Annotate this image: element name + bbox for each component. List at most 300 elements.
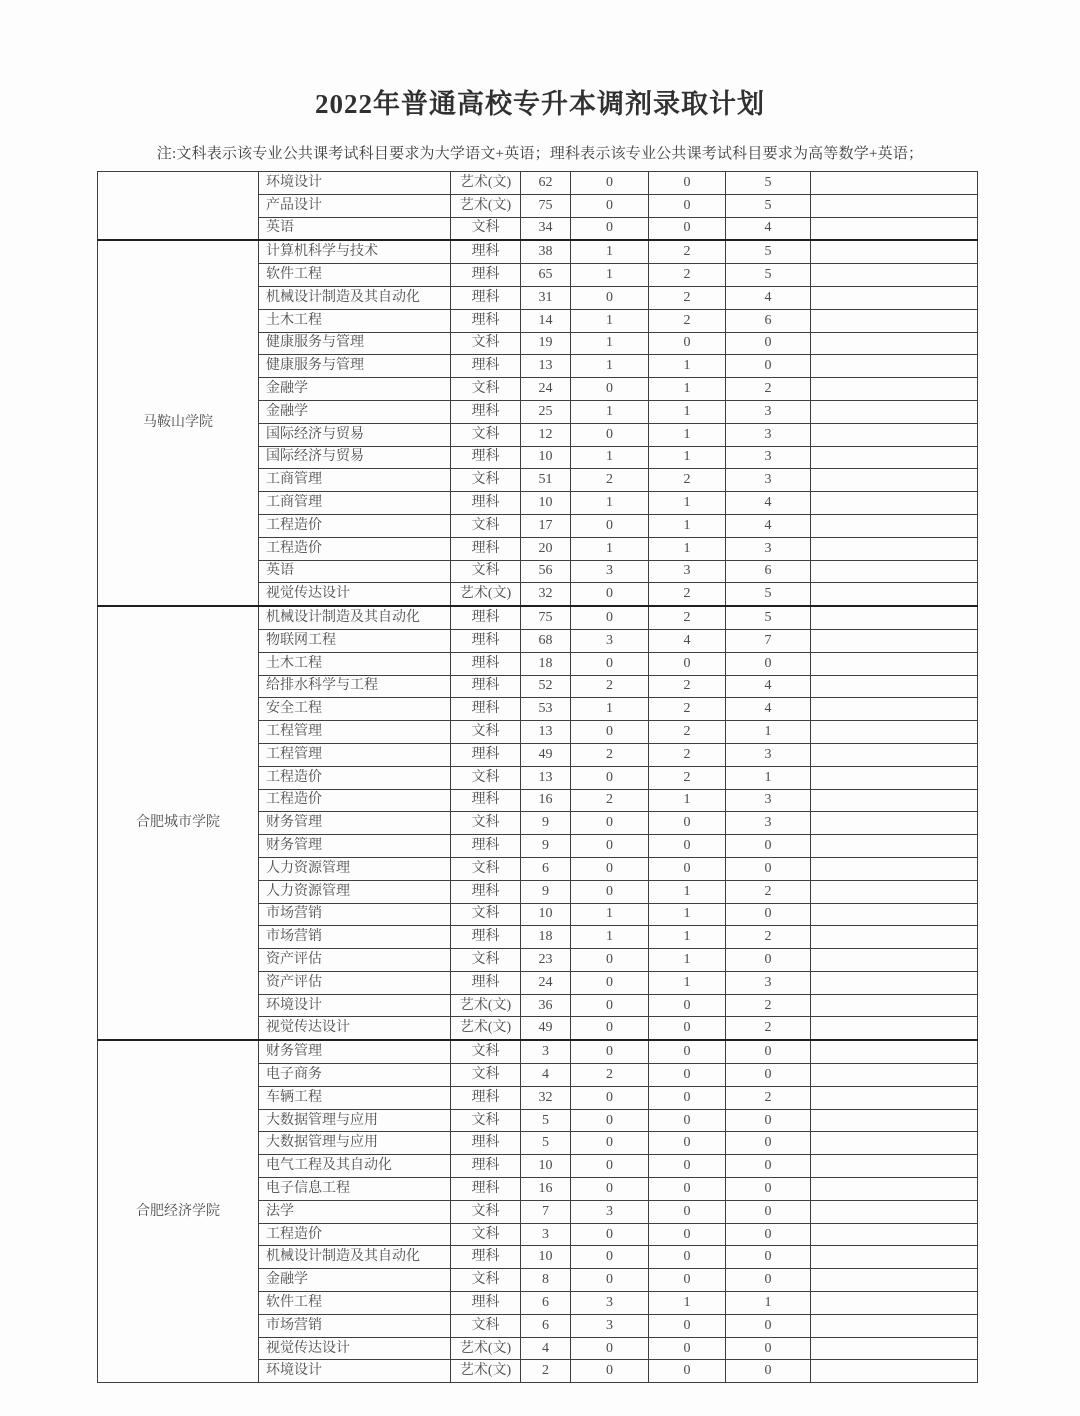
- remark-cell: [811, 1132, 978, 1155]
- subject-cell: 理科: [451, 1246, 521, 1269]
- value-cell: 9: [521, 880, 571, 903]
- value-cell: 0: [726, 1269, 811, 1292]
- value-cell: 3: [726, 537, 811, 560]
- major-cell: 电子商务: [259, 1064, 451, 1087]
- major-cell: 产品设计: [259, 194, 451, 217]
- value-cell: 5: [726, 240, 811, 263]
- value-cell: 0: [571, 514, 649, 537]
- value-cell: 24: [521, 378, 571, 401]
- subject-cell: 文科: [451, 217, 521, 240]
- value-cell: 2: [571, 675, 649, 698]
- value-cell: 0: [649, 1155, 726, 1178]
- major-cell: 视觉传达设计: [259, 1337, 451, 1360]
- value-cell: 32: [521, 1086, 571, 1109]
- value-cell: 2: [649, 309, 726, 332]
- subject-cell: 文科: [451, 857, 521, 880]
- value-cell: 4: [521, 1064, 571, 1087]
- value-cell: 25: [521, 400, 571, 423]
- remark-cell: [811, 652, 978, 675]
- value-cell: 5: [726, 194, 811, 217]
- subject-cell: 文科: [451, 560, 521, 583]
- remark-cell: [811, 378, 978, 401]
- value-cell: 4: [726, 698, 811, 721]
- value-cell: 0: [649, 1109, 726, 1132]
- value-cell: 8: [521, 1269, 571, 1292]
- value-cell: 0: [649, 857, 726, 880]
- value-cell: 0: [571, 971, 649, 994]
- value-cell: 0: [726, 332, 811, 355]
- remark-cell: [811, 240, 978, 263]
- value-cell: 0: [571, 194, 649, 217]
- remark-cell: [811, 583, 978, 606]
- value-cell: 1: [649, 400, 726, 423]
- remark-cell: [811, 903, 978, 926]
- value-cell: 0: [726, 1132, 811, 1155]
- value-cell: 6: [726, 309, 811, 332]
- table-row: [98, 1040, 978, 1063]
- subject-cell: 文科: [451, 332, 521, 355]
- value-cell: 18: [521, 652, 571, 675]
- value-cell: 0: [726, 1246, 811, 1269]
- major-cell: 软件工程: [259, 264, 451, 287]
- value-cell: 2: [649, 743, 726, 766]
- value-cell: 0: [726, 1314, 811, 1337]
- subject-cell: 文科: [451, 378, 521, 401]
- major-cell: 安全工程: [259, 698, 451, 721]
- major-cell: 工程造价: [259, 789, 451, 812]
- value-cell: 0: [571, 1040, 649, 1063]
- value-cell: 1: [571, 903, 649, 926]
- value-cell: 0: [571, 812, 649, 835]
- value-cell: 49: [521, 1017, 571, 1040]
- major-cell: 国际经济与贸易: [259, 446, 451, 469]
- value-cell: 1: [649, 423, 726, 446]
- value-cell: 1: [571, 537, 649, 560]
- subject-cell: 艺术(文): [451, 172, 521, 195]
- major-cell: 视觉传达设计: [259, 583, 451, 606]
- value-cell: 5: [726, 264, 811, 287]
- value-cell: 0: [571, 1017, 649, 1040]
- school-cell: 合肥城市学院: [98, 606, 259, 1040]
- remark-cell: [811, 857, 978, 880]
- school-cell: 马鞍山学院: [98, 240, 259, 606]
- value-cell: 0: [649, 1269, 726, 1292]
- major-cell: 环境设计: [259, 172, 451, 195]
- value-cell: 2: [649, 766, 726, 789]
- value-cell: 3: [726, 971, 811, 994]
- value-cell: 1: [571, 926, 649, 949]
- major-cell: 车辆工程: [259, 1086, 451, 1109]
- value-cell: 6: [521, 1292, 571, 1315]
- value-cell: 18: [521, 926, 571, 949]
- remark-cell: [811, 423, 978, 446]
- major-cell: 视觉传达设计: [259, 1017, 451, 1040]
- value-cell: 0: [726, 903, 811, 926]
- value-cell: 3: [726, 423, 811, 446]
- major-cell: 财务管理: [259, 1040, 451, 1063]
- remark-cell: [811, 1109, 978, 1132]
- value-cell: 0: [649, 1360, 726, 1383]
- subject-cell: 理科: [451, 1086, 521, 1109]
- value-cell: 2: [649, 721, 726, 744]
- value-cell: 0: [649, 194, 726, 217]
- value-cell: 4: [649, 629, 726, 652]
- value-cell: 1: [649, 926, 726, 949]
- remark-cell: [811, 492, 978, 515]
- remark-cell: [811, 1178, 978, 1201]
- value-cell: 0: [649, 1132, 726, 1155]
- exam-subjects-note: 注:文科表示该专业公共课考试科目要求为大学语文+英语；理科表示该专业公共课考试科目要求为高等数学+英语；: [156, 146, 924, 162]
- value-cell: 0: [571, 994, 649, 1017]
- value-cell: 0: [571, 1132, 649, 1155]
- value-cell: 51: [521, 469, 571, 492]
- major-cell: 大数据管理与应用: [259, 1109, 451, 1132]
- value-cell: 2: [649, 286, 726, 309]
- remark-cell: [811, 1360, 978, 1383]
- value-cell: 1: [571, 446, 649, 469]
- major-cell: 工程管理: [259, 743, 451, 766]
- value-cell: 1: [571, 355, 649, 378]
- remark-cell: [811, 1314, 978, 1337]
- value-cell: 38: [521, 240, 571, 263]
- value-cell: 0: [571, 721, 649, 744]
- value-cell: 0: [649, 1314, 726, 1337]
- remark-cell: [811, 286, 978, 309]
- subject-cell: 理科: [451, 446, 521, 469]
- remark-cell: [811, 812, 978, 835]
- remark-cell: [811, 1200, 978, 1223]
- value-cell: 9: [521, 835, 571, 858]
- major-cell: 市场营销: [259, 926, 451, 949]
- value-cell: 0: [726, 1109, 811, 1132]
- value-cell: 1: [571, 400, 649, 423]
- value-cell: 1: [571, 309, 649, 332]
- value-cell: 0: [726, 949, 811, 972]
- remark-cell: [811, 971, 978, 994]
- value-cell: 2: [521, 1360, 571, 1383]
- value-cell: 0: [649, 1064, 726, 1087]
- value-cell: 32: [521, 583, 571, 606]
- value-cell: 1: [649, 880, 726, 903]
- value-cell: 0: [726, 857, 811, 880]
- major-cell: 环境设计: [259, 1360, 451, 1383]
- value-cell: 0: [571, 1155, 649, 1178]
- table-body: [98, 172, 978, 1383]
- value-cell: 3: [726, 789, 811, 812]
- value-cell: 36: [521, 994, 571, 1017]
- value-cell: 0: [649, 1246, 726, 1269]
- major-cell: 电气工程及其自动化: [259, 1155, 451, 1178]
- subject-cell: 理科: [451, 1155, 521, 1178]
- value-cell: 3: [521, 1223, 571, 1246]
- subject-cell: 理科: [451, 629, 521, 652]
- page-title: 2022年普通高校专升本调剂录取计划: [315, 89, 765, 119]
- remark-cell: [811, 1017, 978, 1040]
- subject-cell: 理科: [451, 652, 521, 675]
- remark-cell: [811, 469, 978, 492]
- value-cell: 1: [649, 355, 726, 378]
- value-cell: 31: [521, 286, 571, 309]
- subject-cell: 文科: [451, 721, 521, 744]
- value-cell: 0: [571, 1337, 649, 1360]
- table-row: [98, 606, 978, 629]
- value-cell: 0: [649, 812, 726, 835]
- value-cell: 1: [649, 971, 726, 994]
- value-cell: 65: [521, 264, 571, 287]
- value-cell: 16: [521, 1178, 571, 1201]
- subject-cell: 理科: [451, 926, 521, 949]
- value-cell: 0: [726, 652, 811, 675]
- remark-cell: [811, 926, 978, 949]
- value-cell: 0: [726, 1200, 811, 1223]
- value-cell: 3: [571, 1200, 649, 1223]
- remark-cell: [811, 309, 978, 332]
- value-cell: 0: [571, 835, 649, 858]
- value-cell: 7: [521, 1200, 571, 1223]
- remark-cell: [811, 1040, 978, 1063]
- major-cell: 财务管理: [259, 835, 451, 858]
- remark-cell: [811, 194, 978, 217]
- value-cell: 68: [521, 629, 571, 652]
- major-cell: 计算机科学与技术: [259, 240, 451, 263]
- value-cell: 0: [571, 766, 649, 789]
- subject-cell: 理科: [451, 309, 521, 332]
- major-cell: 金融学: [259, 378, 451, 401]
- value-cell: 0: [649, 217, 726, 240]
- remark-cell: [811, 1292, 978, 1315]
- value-cell: 0: [649, 1017, 726, 1040]
- value-cell: 1: [649, 514, 726, 537]
- value-cell: 19: [521, 332, 571, 355]
- major-cell: 机械设计制造及其自动化: [259, 606, 451, 629]
- value-cell: 0: [649, 172, 726, 195]
- value-cell: 2: [726, 1017, 811, 1040]
- major-cell: 人力资源管理: [259, 880, 451, 903]
- remark-cell: [811, 949, 978, 972]
- remark-cell: [811, 446, 978, 469]
- value-cell: 0: [571, 1109, 649, 1132]
- major-cell: 环境设计: [259, 994, 451, 1017]
- subject-cell: 理科: [451, 835, 521, 858]
- value-cell: 5: [521, 1132, 571, 1155]
- admission-plan-table: [97, 171, 978, 1383]
- remark-cell: [811, 1337, 978, 1360]
- subject-cell: 文科: [451, 1223, 521, 1246]
- major-cell: 工程造价: [259, 514, 451, 537]
- remark-cell: [811, 606, 978, 629]
- subject-cell: 文科: [451, 1314, 521, 1337]
- value-cell: 4: [726, 514, 811, 537]
- subject-cell: 理科: [451, 492, 521, 515]
- remark-cell: [811, 172, 978, 195]
- value-cell: 0: [649, 332, 726, 355]
- value-cell: 2: [726, 378, 811, 401]
- subject-cell: 文科: [451, 1040, 521, 1063]
- value-cell: 1: [571, 332, 649, 355]
- major-cell: 工商管理: [259, 492, 451, 515]
- major-cell: 法学: [259, 1200, 451, 1223]
- subject-cell: 文科: [451, 1109, 521, 1132]
- subject-cell: 理科: [451, 971, 521, 994]
- value-cell: 0: [571, 378, 649, 401]
- value-cell: 2: [571, 789, 649, 812]
- value-cell: 5: [521, 1109, 571, 1132]
- value-cell: 0: [726, 1064, 811, 1087]
- major-cell: 国际经济与贸易: [259, 423, 451, 446]
- value-cell: 0: [726, 1360, 811, 1383]
- major-cell: 健康服务与管理: [259, 355, 451, 378]
- subject-cell: 理科: [451, 400, 521, 423]
- value-cell: 0: [571, 949, 649, 972]
- value-cell: 3: [571, 1292, 649, 1315]
- major-cell: 资产评估: [259, 949, 451, 972]
- value-cell: 6: [521, 857, 571, 880]
- remark-cell: [811, 332, 978, 355]
- school-cell: [98, 172, 259, 241]
- subject-cell: 理科: [451, 240, 521, 263]
- value-cell: 2: [649, 675, 726, 698]
- value-cell: 1: [649, 492, 726, 515]
- value-cell: 2: [726, 926, 811, 949]
- value-cell: 2: [726, 1086, 811, 1109]
- value-cell: 56: [521, 560, 571, 583]
- subject-cell: 理科: [451, 264, 521, 287]
- value-cell: 0: [571, 172, 649, 195]
- value-cell: 3: [726, 446, 811, 469]
- subject-cell: 文科: [451, 423, 521, 446]
- subject-cell: 文科: [451, 1269, 521, 1292]
- value-cell: 13: [521, 721, 571, 744]
- major-cell: 市场营销: [259, 903, 451, 926]
- value-cell: 0: [571, 1360, 649, 1383]
- subject-cell: 理科: [451, 1292, 521, 1315]
- major-cell: 金融学: [259, 1269, 451, 1292]
- subject-cell: 理科: [451, 789, 521, 812]
- value-cell: 1: [726, 721, 811, 744]
- major-cell: 人力资源管理: [259, 857, 451, 880]
- value-cell: 1: [726, 1292, 811, 1315]
- value-cell: 3: [521, 1040, 571, 1063]
- major-cell: 机械设计制造及其自动化: [259, 286, 451, 309]
- remark-cell: [811, 217, 978, 240]
- value-cell: 0: [726, 1040, 811, 1063]
- value-cell: 0: [726, 1155, 811, 1178]
- subject-cell: 艺术(文): [451, 1337, 521, 1360]
- value-cell: 24: [521, 971, 571, 994]
- value-cell: 1: [649, 446, 726, 469]
- value-cell: 2: [649, 469, 726, 492]
- major-cell: 英语: [259, 217, 451, 240]
- value-cell: 0: [571, 857, 649, 880]
- remark-cell: [811, 629, 978, 652]
- major-cell: 机械设计制造及其自动化: [259, 1246, 451, 1269]
- remark-cell: [811, 698, 978, 721]
- remark-cell: [811, 721, 978, 744]
- remark-cell: [811, 1223, 978, 1246]
- value-cell: 1: [649, 903, 726, 926]
- value-cell: 1: [649, 1292, 726, 1315]
- major-cell: 金融学: [259, 400, 451, 423]
- value-cell: 4: [521, 1337, 571, 1360]
- remark-cell: [811, 994, 978, 1017]
- value-cell: 16: [521, 789, 571, 812]
- subject-cell: 文科: [451, 903, 521, 926]
- remark-cell: [811, 835, 978, 858]
- subject-cell: 理科: [451, 537, 521, 560]
- value-cell: 4: [726, 217, 811, 240]
- major-cell: 大数据管理与应用: [259, 1132, 451, 1155]
- value-cell: 0: [571, 1086, 649, 1109]
- value-cell: 0: [649, 1086, 726, 1109]
- subject-cell: 艺术(文): [451, 194, 521, 217]
- value-cell: 6: [521, 1314, 571, 1337]
- value-cell: 5: [726, 583, 811, 606]
- major-cell: 软件工程: [259, 1292, 451, 1315]
- value-cell: 0: [649, 652, 726, 675]
- value-cell: 2: [649, 240, 726, 263]
- value-cell: 1: [649, 789, 726, 812]
- value-cell: 9: [521, 812, 571, 835]
- remark-cell: [811, 1086, 978, 1109]
- value-cell: 4: [726, 492, 811, 515]
- remark-cell: [811, 400, 978, 423]
- value-cell: 3: [649, 560, 726, 583]
- value-cell: 2: [726, 994, 811, 1017]
- major-cell: 英语: [259, 560, 451, 583]
- value-cell: 62: [521, 172, 571, 195]
- value-cell: 2: [571, 743, 649, 766]
- subject-cell: 文科: [451, 514, 521, 537]
- value-cell: 0: [571, 606, 649, 629]
- major-cell: 物联网工程: [259, 629, 451, 652]
- value-cell: 0: [649, 1223, 726, 1246]
- value-cell: 5: [726, 172, 811, 195]
- value-cell: 0: [726, 355, 811, 378]
- value-cell: 0: [571, 217, 649, 240]
- subject-cell: 理科: [451, 880, 521, 903]
- remark-cell: [811, 560, 978, 583]
- value-cell: 5: [726, 606, 811, 629]
- remark-cell: [811, 355, 978, 378]
- major-cell: 工程管理: [259, 721, 451, 744]
- subject-cell: 艺术(文): [451, 1360, 521, 1383]
- value-cell: 0: [726, 1178, 811, 1201]
- value-cell: 14: [521, 309, 571, 332]
- major-cell: 财务管理: [259, 812, 451, 835]
- value-cell: 4: [726, 286, 811, 309]
- major-cell: 健康服务与管理: [259, 332, 451, 355]
- subject-cell: 文科: [451, 1064, 521, 1087]
- subject-cell: 理科: [451, 1178, 521, 1201]
- major-cell: 土木工程: [259, 309, 451, 332]
- subject-cell: 理科: [451, 1132, 521, 1155]
- value-cell: 0: [571, 1223, 649, 1246]
- value-cell: 2: [649, 583, 726, 606]
- value-cell: 0: [571, 423, 649, 446]
- value-cell: 2: [649, 698, 726, 721]
- value-cell: 1: [571, 240, 649, 263]
- major-cell: 工商管理: [259, 469, 451, 492]
- value-cell: 3: [571, 1314, 649, 1337]
- value-cell: 10: [521, 492, 571, 515]
- value-cell: 17: [521, 514, 571, 537]
- value-cell: 0: [649, 835, 726, 858]
- subject-cell: 文科: [451, 812, 521, 835]
- table-row: [98, 240, 978, 263]
- subject-cell: 理科: [451, 743, 521, 766]
- subject-cell: 文科: [451, 766, 521, 789]
- school-cell: 合肥经济学院: [98, 1040, 259, 1382]
